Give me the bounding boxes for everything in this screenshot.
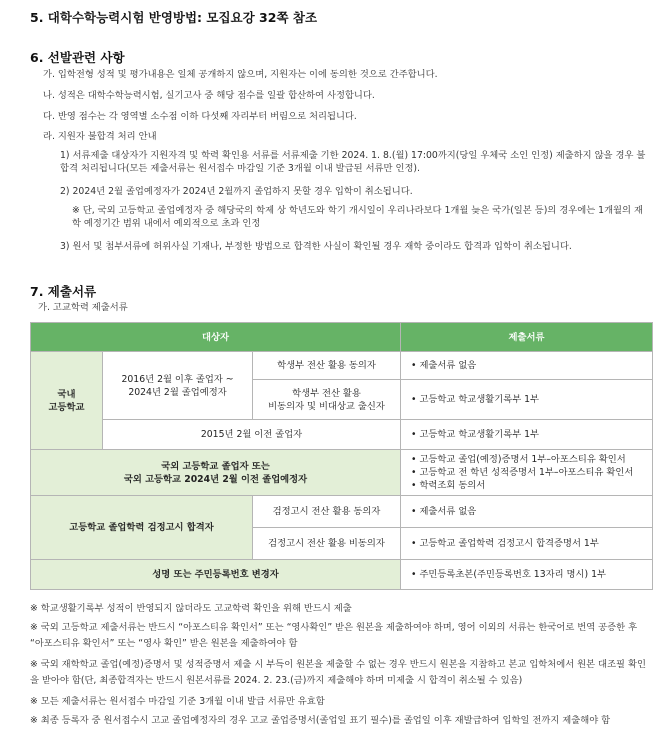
cell-r3-condition: 2015년 2월 이전 졸업자: [103, 420, 401, 450]
cell-r6-doc: • 고등학교 졸업학력 검정고시 합격증명서 1부: [401, 528, 653, 560]
cell-domestic: 국내 고등학교: [31, 352, 103, 450]
cell-r5-sub: 검정고시 전산 활용 동의자: [253, 496, 401, 528]
cell-r4-docs: [401, 450, 653, 496]
section-6-title: 6. 선발관련 사항: [30, 50, 125, 65]
cell-r7-condition: 성명 또는 주민등록번호 변경자: [31, 560, 401, 590]
cell-r3-doc: • 고등학교 학교생활기록부 1부: [401, 420, 653, 450]
cell-r5-condition: 고등학교 졸업학력 검정고시 합격자: [31, 496, 253, 560]
cell-r4-condition: 국외 고등학교 졸업자 또는 국외 고등학교 2024년 2월 이전 졸업예정자: [31, 450, 401, 496]
sec7-subtitle: 가. 고교학력 제출서류: [38, 302, 128, 313]
r4-doc-3: • 학력조회 동의서: [411, 480, 486, 491]
sec6-sub-1: 1) 서류제출 대상자가 지원자격 및 학력 확인용 서류를 서류제출 기한 2024. 1. 8.(월) 17:00까지(당일 우체국 소인 인정) 제출하지 않을 경우 불합격 처리됩니다(모든 제출서류는 원서접수 마감일 기준 3개월 이내 발급된 서류만 인정).: [60, 150, 646, 174]
section-5-title: 5. 대학수학능력시험 반영방법: 모집요강 32쪽 참조: [30, 10, 318, 25]
submission-table: [30, 322, 653, 590]
r4-doc-1: • 고등학교 졸업(예정)증명서 1부–아포스티유 확인서: [411, 454, 626, 465]
cell-r7-doc: • 주민등록초본(주민등록번호 13자리 명시) 1부: [401, 560, 653, 590]
cell-r5-doc: • 제출서류 없음: [401, 496, 653, 528]
cell-r6-sub: 검정고시 전산 활용 비동의자: [253, 528, 401, 560]
note-4: ※ 모든 제출서류는 원서접수 마감일 기준 3개월 이내 발급 서류만 유효함: [30, 696, 325, 707]
header-target: 대상자: [31, 323, 401, 352]
cell-r2-sub: 학생부 전산 활용 비동의자 및 비대상교 출신자: [253, 380, 401, 420]
sec6-sub-3: 3) 원서 및 첨부서류에 허위사실 기재나, 부정한 방법으로 합격한 사실이 확인될 경우 재학 중이라도 합격과 입학이 취소됩니다.: [60, 241, 572, 252]
cell-r1-doc: • 제출서류 없음: [401, 352, 653, 380]
sec6-sub-note: ※ 단, 국외 고등학교 졸업예정자 중 해당국의 학제 상 학년도와 학기 개시일이 우리나라보다 1개월 늦은 국가(일본 등)의 경우에는 1개월의 재학 예정기간 범위 내에서 예외적으로 초과 인정: [72, 205, 643, 229]
sec6-item-ra: 라. 지원자 불합격 처리 안내: [43, 131, 157, 142]
sec6-item-na: 나. 성적은 대학수학능력시험, 실기고사 중 해당 점수를 일괄 합산하여 사정합니다.: [43, 90, 375, 101]
note-5: ※ 최종 등록자 중 원서접수시 고교 졸업예정자의 경우 고교 졸업증명서(졸업일 표기 필수)를 졸업일 이후 재발급하여 입학일 전까지 제출해야 함: [30, 715, 611, 726]
cell-r1-condition: 2016년 2월 이후 졸업자 ~ 2024년 2월 졸업예정자: [103, 352, 253, 420]
header-documents: 제출서류: [401, 323, 653, 352]
sec6-item-ga: 가. 입학전형 성적 및 평가내용은 일체 공개하지 않으며, 지원자는 이에 동의한 것으로 간주합니다.: [43, 69, 438, 80]
section-7-title: 7. 제출서류: [30, 284, 97, 299]
cell-r2-doc: • 고등학교 학교생활기록부 1부: [401, 380, 653, 420]
sec6-sub-2: 2) 2024년 2월 졸업예정자가 2024년 2월까지 졸업하지 못할 경우 입학이 취소됩니다.: [60, 186, 413, 197]
note-2: ※ 국외 고등학교 제출서류는 반드시 “아포스티유 확인서” 또는 “영사확인” 받은 원본을 제출하여야 하며, 영어 이외의 서류는 한국어로 번역 공증한 후 “아포스티유 확인서” 또는 “영사 확인” 받은 원본을 제출하여야 함: [30, 622, 638, 649]
r4-doc-2: • 고등학교 전 학년 성적증명서 1부–아포스티유 확인서: [411, 467, 634, 478]
note-3: ※ 국외 재학학교 졸업(예정)증명서 및 성적증명서 제출 시 부득이 원본을 제출할 수 없는 경우 반드시 원본을 지참하고 본교 입학처에서 원본 대조필 확인을 받아야 함(단, 최종합격자는 반드시 원본서류를 2024. 2. 23.(금)까지 제출해야 하며 미제출 시 합격이 취소될 수 있음): [30, 659, 646, 686]
cell-r1-sub: 학생부 전산 활용 동의자: [253, 352, 401, 380]
note-1: ※ 학교생활기록부 성적이 반영되지 않더라도 고교학력 확인을 위해 반드시 제출: [30, 603, 352, 614]
sec6-item-da: 다. 반영 점수는 각 영역별 소수점 이하 다섯째 자리부터 버림으로 처리됩니다.: [43, 111, 357, 122]
